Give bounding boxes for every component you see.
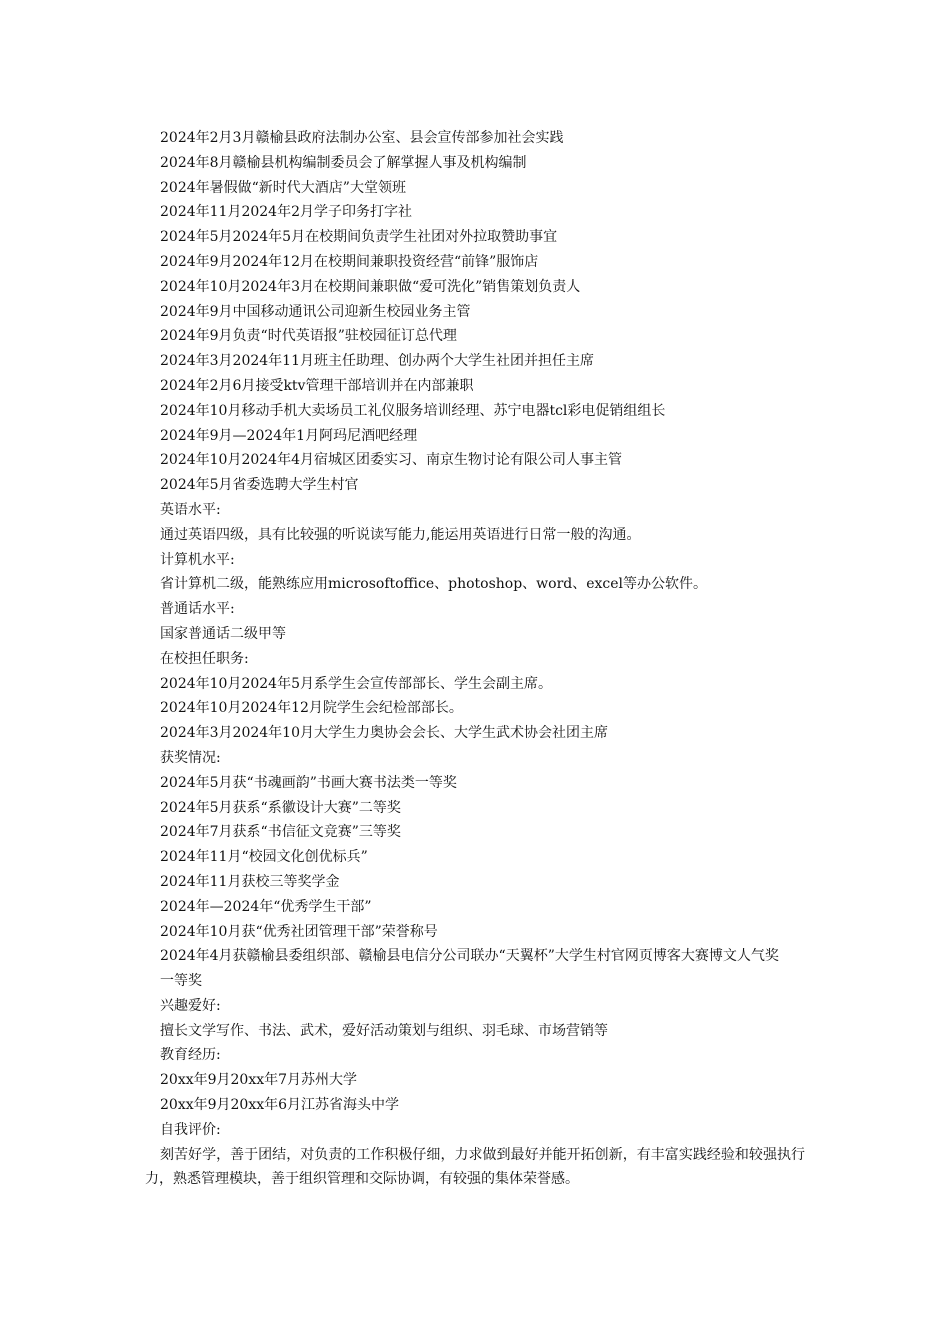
text-line: 教育经历: — [160, 1047, 221, 1064]
text-line: 自我评价: — [160, 1121, 221, 1138]
text-line: 2024年8月赣榆县机构编制委员会了解掌握人事及机构编制 — [160, 154, 527, 171]
text-line: 20xx年9月20xx年6月江苏省海头中学 — [160, 1097, 400, 1114]
text-line: 兴趣爱好: — [160, 997, 221, 1014]
text-line: 2024年9月负责“时代英语报”驻校园征订总代理 — [160, 328, 457, 345]
text-line: 2024年暑假做“新时代大酒店”大堂领班 — [160, 179, 406, 196]
text-line: 2024年9月—2024年1月阿玛尼酒吧经理 — [160, 427, 418, 444]
text-line: 2024年3月2024年11月班主任助理、创办两个大学生社团并担任主席 — [160, 353, 594, 370]
text-line: 一等奖 — [160, 973, 202, 990]
text-line: 英语水平: — [160, 501, 221, 518]
experience-lines — [145, 126, 805, 944]
text-line: 2024年7月获系“书信征文竞赛”三等奖 — [160, 824, 401, 841]
text-line: 2024年10月移动手机大卖场员工礼仪服务培训经理、苏宁电器tcl彩电促销组组长 — [160, 402, 666, 419]
text-line: 通过英语四级，具有比较强的听说读写能力,能运用英语进行日常一般的沟通。 — [160, 526, 641, 543]
text-line: 2024年11月获校三等奖学金 — [160, 873, 340, 890]
text-line: 2024年10月2024年5月系学生会宣传部部长、学生会副主席。 — [160, 675, 552, 692]
text-line: 2024年9月中国移动通讯公司迎新生校园业务主管 — [160, 303, 471, 320]
text-line: 2024年10月2024年4月宿城区团委实习、南京生物讨论有限公司人事主管 — [160, 452, 622, 469]
text-line: 2024年2月3月赣榆县政府法制办公室、县会宣传部参加社会实践 — [160, 130, 564, 146]
text-line: 国家普通话二级甲等 — [160, 625, 286, 642]
text-line: 2024年10月获“优秀社团管理干部”荣誉称号 — [160, 923, 438, 940]
resume-document — [145, 126, 805, 1192]
text-line: 2024年5月2024年5月在校期间负责学生社团对外拉取赞助事宜 — [160, 229, 558, 246]
text-line: 省计算机二级，能熟练应用microsoftoffice、photoshop、word、excel等办公软件。 — [160, 576, 708, 593]
profile-lines — [145, 969, 805, 1143]
text-line: 2024年9月2024年12月在校期间兼职投资经营“前锋”服饰店 — [160, 253, 539, 270]
text-line: 普通话水平: — [160, 601, 235, 618]
text-line: 20xx年9月20xx年7月苏州大学 — [160, 1072, 358, 1089]
text-line: 2024年—2024年“优秀学生干部” — [160, 898, 372, 915]
text-line: 计算机水平: — [160, 551, 235, 568]
text-line: 2024年11月2024年2月学子印务打字社 — [160, 204, 412, 221]
text-line: 2024年5月获系“系徽设计大赛”二等奖 — [160, 799, 401, 816]
text-line: 2024年2月6月接受ktv管理干部培训并在内部兼职 — [160, 377, 474, 394]
text-line: 2024年3月2024年10月大学生力奥协会会长、大学生武术协会社团主席 — [160, 725, 608, 742]
text-line: 获奖情况: — [160, 749, 221, 766]
award-paragraph: 2024年4月获赣榆县委组织部、赣榆县电信分公司联办“天翼杯”大学生村官网页博客大赛博文人气奖 — [160, 948, 779, 965]
self-evaluation-text: 刻苦好学，善于团结，对负责的工作积极仔细，力求做到最好并能开拓创新，有丰富实践经验和较强执行力，熟悉管理模块，善于组织管理和交际协调，有较强的集体荣誉感。 — [145, 1146, 805, 1188]
text-line: 2024年10月2024年12月院学生会纪检部部长。 — [160, 700, 463, 717]
text-line: 2024年10月2024年3月在校期间兼职做“爱可洗化”销售策划负责人 — [160, 278, 581, 295]
text-line: 在校担任职务: — [160, 650, 249, 667]
text-line: 2024年5月省委选聘大学生村官 — [160, 477, 359, 494]
text-line: 擅长文学写作、书法、武术，爱好活动策划与组织、羽毛球、市场营销等 — [160, 1022, 608, 1039]
text-line: 2024年5月获“书魂画韵”书画大赛书法类一等奖 — [160, 774, 457, 791]
text-line: 2024年11月“校园文化创优标兵” — [160, 849, 368, 866]
